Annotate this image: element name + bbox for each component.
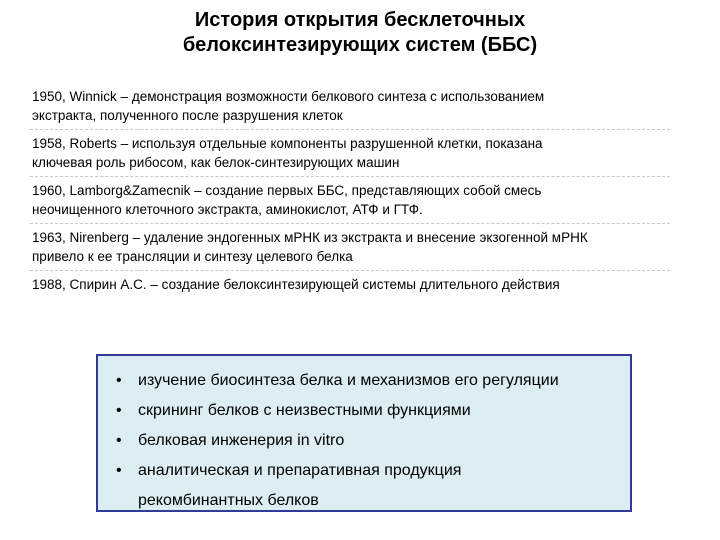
history-timeline: [30, 88, 675, 295]
bullet-icon: •: [116, 372, 122, 389]
timeline-item-1963-line-1: [32, 229, 675, 248]
application-item-text: белковая инженерия in vitro: [138, 432, 345, 449]
timeline-item-1988: [30, 276, 675, 295]
slide-title-line-1: История открытия бесклеточных: [194, 9, 526, 31]
bullet-icon: •: [116, 462, 122, 479]
application-item: [116, 366, 626, 396]
timeline-item-1960-line-1: [32, 182, 675, 201]
timeline-item-1988-line-1: [32, 276, 675, 295]
timeline-year-1988: 1988,: [32, 277, 66, 292]
timeline-item-1958-line-1: [32, 135, 675, 154]
timeline-year-1960: 1960,: [32, 183, 66, 198]
timeline-text-1963-a: Nirenberg – удаление эндогенных мРНК из экстракта и внесение экзогенной мРНК: [65, 230, 588, 245]
timeline-item-1963: [30, 229, 675, 266]
timeline-text-1960-a: Lamborg&Zamecnik – создание первых ББС, представляющих собой смесь: [65, 183, 542, 198]
timeline-item-1960: [30, 182, 675, 219]
timeline-item-1950: [30, 88, 675, 125]
timeline-year-1958: 1958,: [32, 136, 66, 151]
applications-list: [116, 366, 626, 516]
timeline-year-1963: 1963,: [32, 230, 66, 245]
timeline-text-1958-a: Roberts – используя отдельные компоненты разрушенной клетки, показана: [65, 136, 543, 151]
application-item-text-continued: рекомбинантных белков: [138, 492, 319, 509]
timeline-text-1988-a: Спирин А.С. – создание белоксинтезирующей системы длительного действия: [65, 277, 560, 292]
timeline-text-1950-b: экстракта, полученного после разрушения клеток: [32, 107, 343, 123]
applications-box: [96, 354, 632, 512]
bullet-icon: •: [116, 402, 122, 419]
application-item-text: изучение биосинтеза белка и механизмов его регуляции: [138, 372, 559, 389]
application-item: [116, 456, 626, 516]
slide-title-line-2: белоксинтезирующих систем (ББС): [182, 34, 538, 56]
bullet-icon: •: [116, 432, 122, 449]
timeline-text-1960-b: неочищенного клеточного экстракта, аминокислот, АТФ и ГТФ.: [32, 201, 423, 217]
timeline-text-1963-b: привело к ее трансляции и синтезу целевого белка: [32, 248, 353, 264]
application-item-text: аналитическая и препаративная продукция: [138, 462, 462, 479]
slide-title: [60, 8, 660, 58]
timeline-item-1950-line-1: [32, 88, 675, 107]
application-item-text: скрининг белков с неизвестными функциями: [138, 402, 471, 419]
timeline-year-1950: 1950,: [32, 89, 66, 104]
timeline-text-1958-b: ключевая роль рибосом, как белок-синтезирующих машин: [32, 154, 400, 170]
application-item: [116, 396, 626, 426]
timeline-text-1950-a: Winnick – демонстрация возможности белкового синтеза с использованием: [65, 89, 545, 104]
timeline-item-1958: [30, 135, 675, 172]
application-item: [116, 426, 626, 456]
